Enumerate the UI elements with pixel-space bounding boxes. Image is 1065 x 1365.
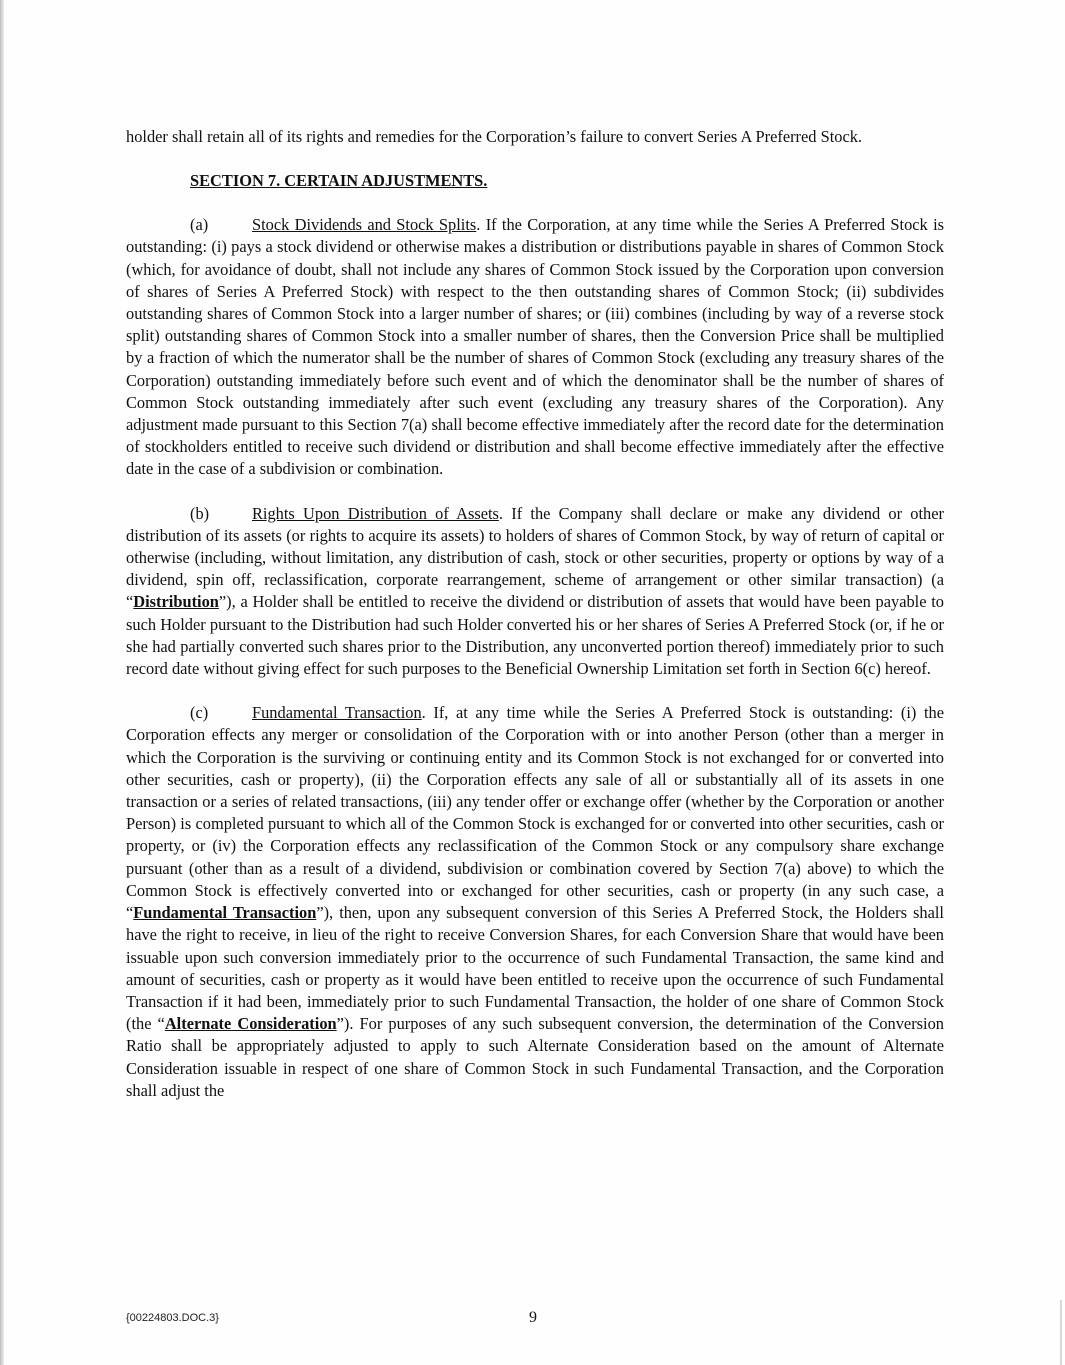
paragraph-b-body-2: ”), a Holder shall be entitled to receive the dividend or distribution of assets that would have been payable to such Holder pursuant to the Distribution had such Holder converted his or her shares of Series A Preferred Stock (or, if he or she had partially converted such shares prior to the Distribution, any unconverted portion thereof) immediately prior to such record date without giving effect for such purposes to the Beneficial Ownership Limitation set forth in Section 6(c) hereof. — [126, 592, 944, 679]
paragraph-a-title: Stock Dividends and Stock Splits — [252, 215, 477, 235]
paragraph-c-body-3: ”). For purposes of any such subsequent conversion, the determination of the Conversion Ratio shall be appropriately adjusted to apply to such Alternate Consideration based on the amount of Alternate Consideration issuable in respect of one share of Common Stock in such Fundamental Transaction, and the Corporation shall adjust the — [126, 1014, 944, 1100]
page-number: 9 — [529, 1309, 537, 1326]
paragraph-a-body: . If the Corporation, at any time while the Series A Preferred Stock is outstanding: (i) pays a stock dividend or otherwise makes a distribution or distributions payable in shares of Common Stock (which, for avoidance of doubt, shall not include any shares of Common Stock issued by the Corporation upon conversion of shares of Series A Preferred Stock) with respect to the then outstanding shares of Common Stock; (ii) subdivides outstanding shares of Common Stock into a larger number of shares; or (iii) combines (including by way of a reverse stock split) outstanding shares of Common Stock into a smaller number of shares, then the Conversion Price shall be multiplied by a fraction of which the numerator shall be the number of shares of Common Stock (excluding any treasury shares of the Corporation) outstanding immediately before such event and of which the denominator shall be the number of shares of Common Stock outstanding immediately after such event (excluding any treasury shares of the Corporation). Any adjustment made pursuant to this Section 7(a) shall become effective immediately after the record date for the determination of stockholders entitled to receive such dividend or distribution and shall become effective immediately after the effective date in the case of a subdivision or combination. — [126, 215, 944, 479]
footer-document-code: {00224803.DOC.3} — [126, 1312, 219, 1324]
paragraph-a-number: (a) — [190, 215, 209, 235]
defined-term-alternate-consideration: Alternate Consideration — [164, 1014, 337, 1034]
paragraph-b-number: (b) — [190, 503, 210, 523]
paragraph-b-title: Rights Upon Distribution of Assets — [252, 503, 499, 523]
intro-paragraph: holder shall retain all of its rights and remedies for the Corporation’s failure to convert Series A Preferred Stock. — [126, 127, 863, 146]
paragraph-b — [126, 503, 944, 681]
paragraph-c-number: (c) — [190, 703, 209, 723]
paragraph-c — [126, 702, 944, 1102]
scan-right-mark — [1060, 1300, 1062, 1365]
scan-left-edge — [0, 0, 4, 1365]
paragraph-c-body-2: ”), then, upon any subsequent conversion of this Series A Preferred Stock, the Holders shall have the right to receive, in lieu of the right to receive Conversion Shares, for each Conversion Share that would have been issuable upon such conversion immediately prior to the occurrence of such Fundamental Transaction, the same kind and amount of securities, cash or property as it would have been entitled to receive upon the occurrence of such Fundamental Transaction if it had been, immediately prior to such Fundamental Transaction, the holder of one share of Common Stock (the “ — [126, 903, 944, 1034]
section-heading: SECTION 7. CERTAIN ADJUSTMENTS. — [190, 171, 488, 191]
defined-term-fundamental-transaction: Fundamental Transaction — [133, 903, 317, 923]
paragraph-b-body-1: . If the Company shall declare or make any dividend or other distribution of its assets (or rights to acquire its assets) to holders of shares of Common Stock, by way of return of capital or otherwise (including, without limitation, any distribution of cash, stock or other securities, property or options by way of a dividend, spin off, reclassification, corporate rearrangement, scheme of arrangement or other similar transaction) (a “ — [126, 503, 944, 612]
document-body — [126, 126, 944, 1102]
paragraph-a — [126, 214, 944, 480]
paragraph-c-body-1: . If, at any time while the Series A Preferred Stock is outstanding: (i) the Corporation effects any merger or consolidation of the Corporation with or into another Person (other than a merger in which the Corporation is the surviving or continuing entity and its Common Stock is not exchanged for or converted into other securities, cash or property), (ii) the Corporation effects any sale of all or substantially all of its assets in one transaction or a series of related transactions, (iii) any tender offer or exchange offer (whether by the Corporation or another Person) is completed pursuant to which all of the Common Stock is exchanged for or converted into other securities, cash or property, or (iv) the Corporation effects any reclassification of the Common Stock or any compulsory share exchange pursuant (other than as a result of a dividend, subdivision or combination covered by Section 7(a) above) to which the Common Stock is effectively converted into or exchanged for other securities, cash or property (in any such case, a “ — [126, 703, 944, 923]
defined-term-distribution: Distribution — [133, 592, 219, 612]
paragraph-c-title: Fundamental Transaction — [252, 703, 422, 723]
